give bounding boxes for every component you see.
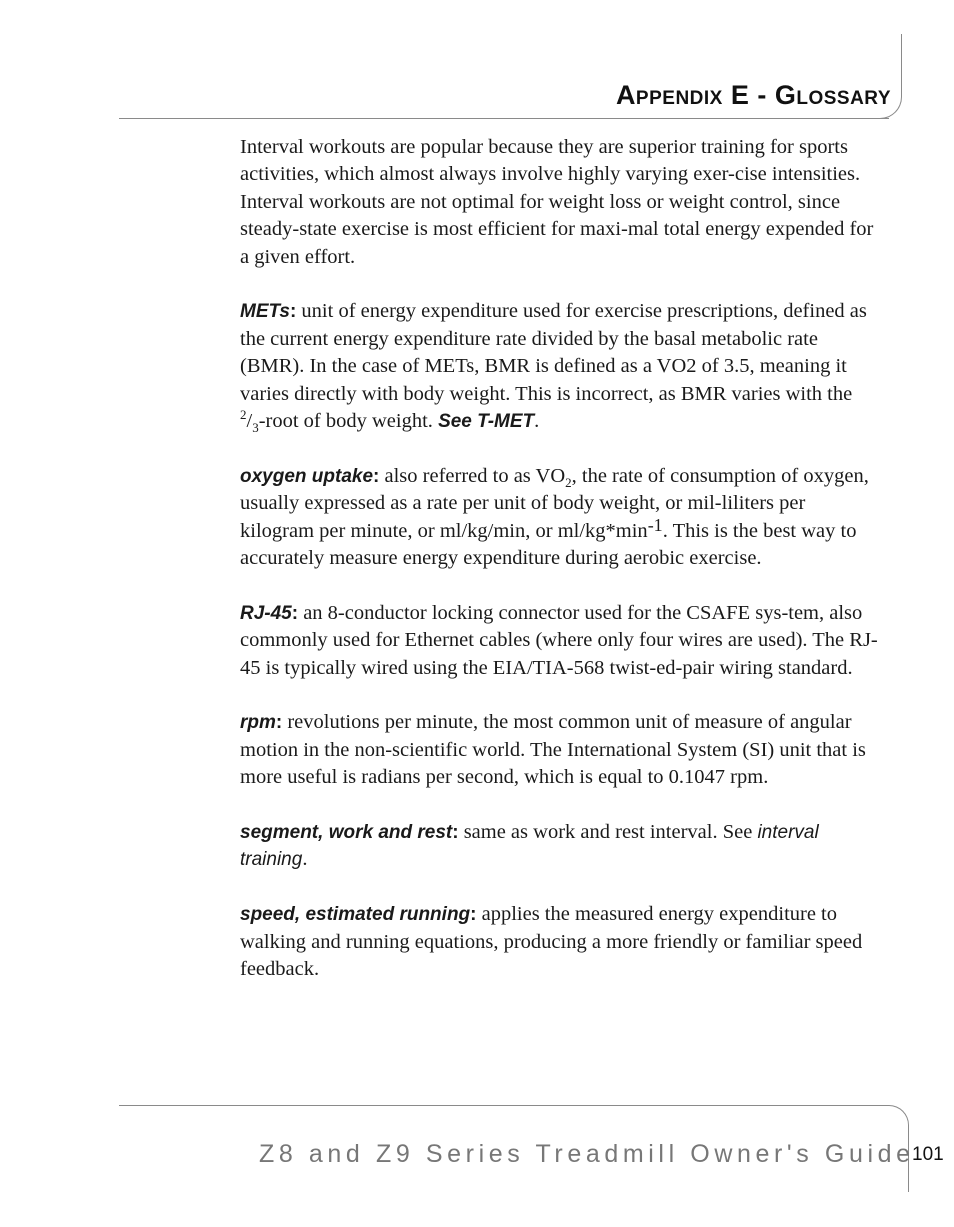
term-speed: speed, estimated running: [240, 904, 471, 926]
definition-text: unit of energy expenditure used for exercise prescriptions, defined as the current energy expenditure rate divided by the basal metabolic rate (BMR). In the case of METs, BMR is defined as a VO2 of 3.5, meaning it varies directly with body weight. This is incorrect, as BMR varies with the: [240, 300, 867, 405]
term-colon: :: [291, 602, 299, 624]
superscript: -1: [647, 514, 663, 535]
glossary-content: [240, 134, 882, 1011]
header-rule: [119, 118, 889, 119]
definition-text: applies the measured energy expenditure to walking and running equations, producing a more friendly or familiar speed feedback.: [240, 903, 863, 981]
definition-text: revolutions per minute, the most common unit of measure of angular motion in the non-scientific world. The International System (SI) unit that is more useful is radians per second, which is equal to 0.1047 rpm.: [240, 711, 866, 789]
term-colon: :: [289, 301, 297, 323]
definition-text-end: . This is the best way to accurately measure energy expenditure during aerobic exercise.: [240, 519, 857, 570]
definition-text-cont: -root of body weight.: [258, 410, 439, 433]
term-colon: :: [373, 465, 380, 487]
fraction-denominator: 3: [252, 420, 259, 436]
definition-end: .: [302, 848, 308, 871]
definition-end: .: [534, 410, 540, 433]
fraction-numerator: 2: [240, 407, 247, 423]
page-title: Appendix E - Glossary: [615, 80, 891, 110]
term-oxygen-uptake: oxygen uptake: [240, 465, 374, 487]
entry-speed: [240, 901, 882, 983]
page-number: 101: [912, 1144, 944, 1165]
definition-text-cont: , the rate of consumption of oxygen, usually expressed as a rate per unit of body weight, or mil-liliters per kilogram per minute, or ml/kg/min, or ml/kg*min: [240, 464, 869, 542]
header-vertical-rule: [901, 34, 902, 96]
see-reference: interval training: [240, 822, 819, 871]
entry-rpm: [240, 709, 882, 791]
subscript: 2: [565, 474, 572, 490]
entry-oxygen-uptake: [240, 463, 882, 573]
entry-mets: [240, 298, 882, 435]
entry-rj45: [240, 600, 882, 682]
definition-text: also referred to as VO: [379, 464, 566, 487]
term-colon: :: [470, 904, 477, 926]
footer-corner-curve: [887, 1105, 909, 1128]
intro-paragraph: Interval workouts are popular because they are superior training for sports activities, which almost always involve highly varying exer-cise intensities. Interval workouts are not optimal for weight loss or weight control, since steady-state exercise is most efficient for maxi-mal total energy expended for a given effort.: [240, 136, 874, 268]
term-rpm: rpm: [240, 712, 276, 734]
footer-title: Z8 and Z9 Series Treadmill Owner's Guide: [259, 1140, 915, 1168]
term-rj45: RJ-45: [240, 602, 292, 624]
entry-segment: [240, 819, 882, 874]
term-segment: segment, work and rest: [240, 822, 453, 844]
term-colon: :: [275, 712, 283, 734]
definition-text: same as work and rest interval. See: [458, 821, 758, 844]
definition-text: an 8-conductor locking connector used for the CSAFE sys-tem, also commonly used for Ethernet cables (where only four wires are used). The RJ-45 is typically wired using the EIA/TIA-568 twist-ed-pair wiring standard.: [240, 601, 878, 679]
see-reference: See T-MET: [438, 411, 535, 433]
footer-rule: [119, 1105, 889, 1106]
fraction-slash: /: [246, 410, 253, 433]
term-colon: :: [452, 822, 459, 844]
term-mets: METs: [240, 301, 290, 323]
